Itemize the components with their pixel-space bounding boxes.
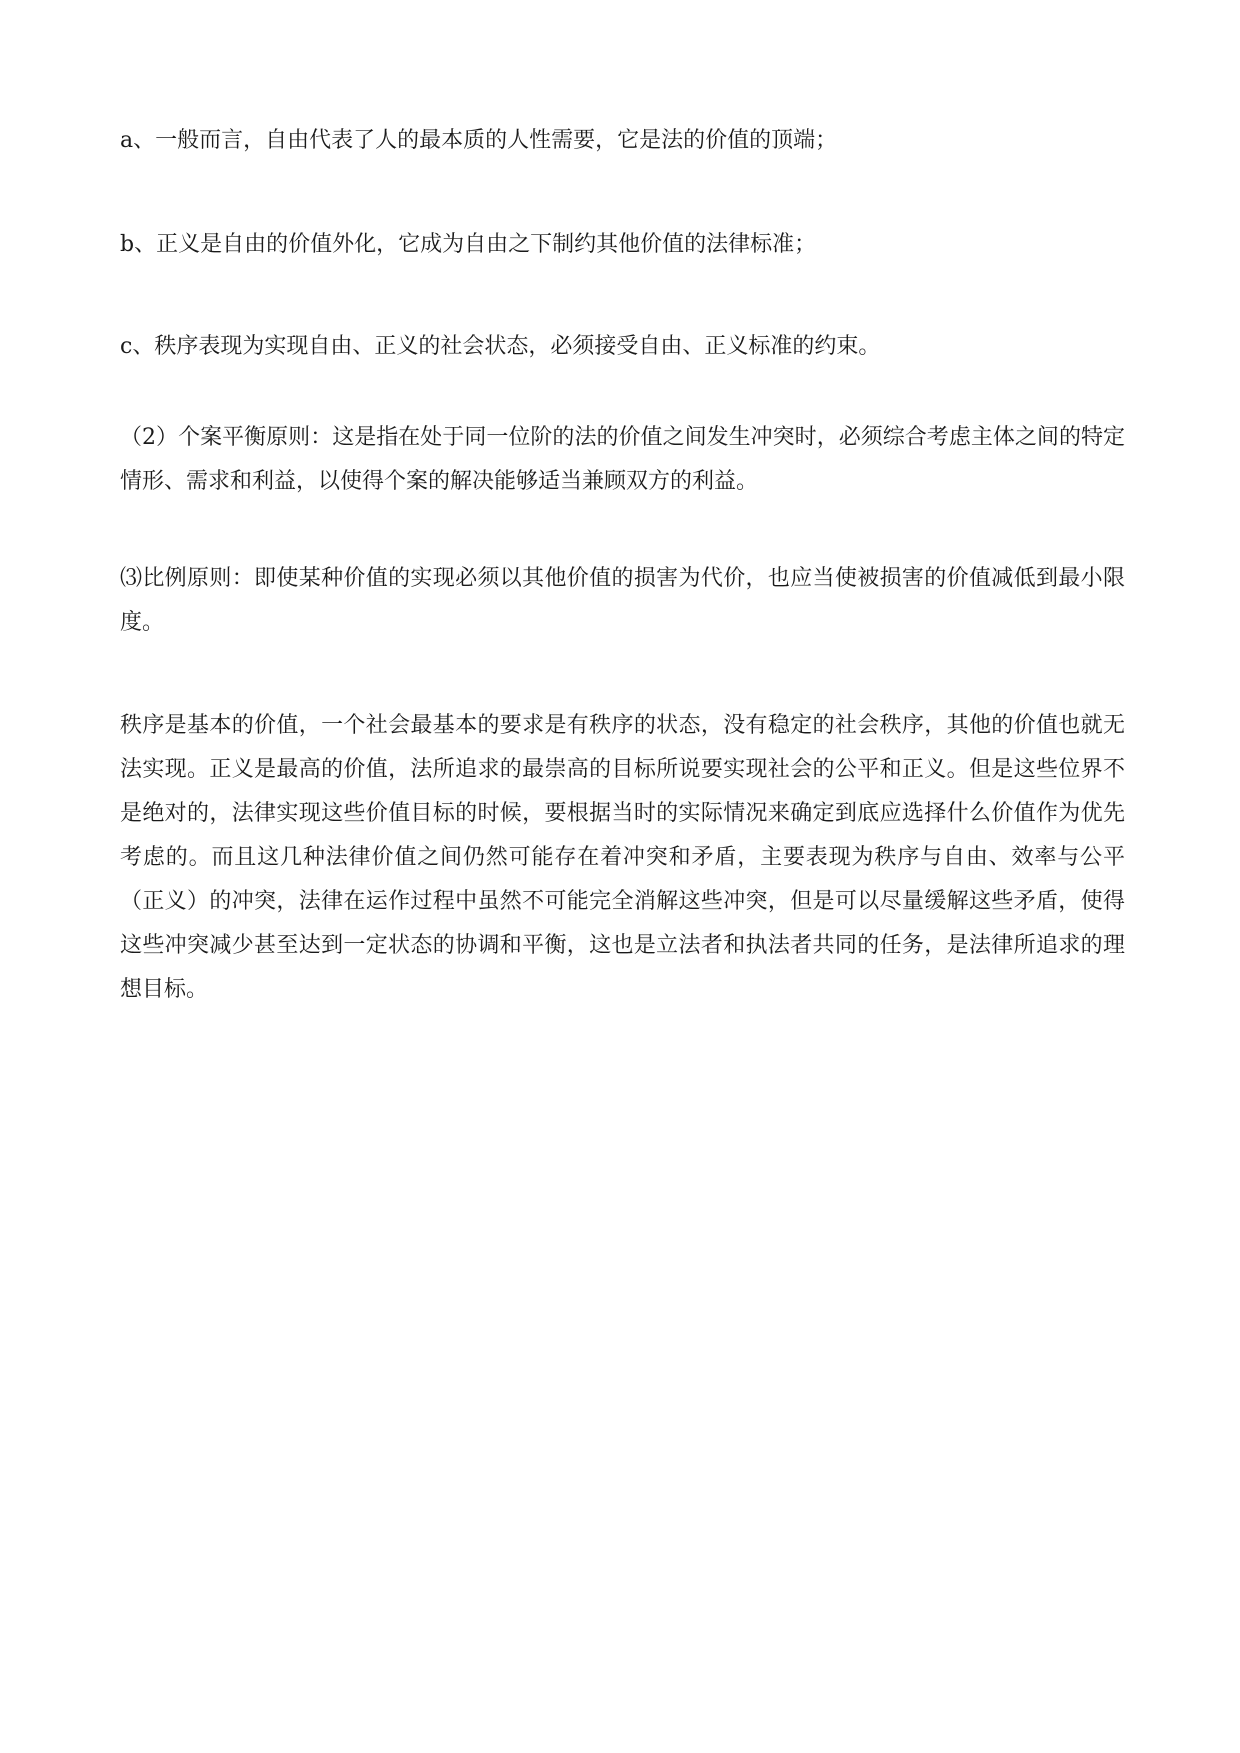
- paragraph-b: b、正义是自由的价值外化，它成为自由之下制约其他价值的法律标准；: [120, 232, 817, 257]
- paragraph-case-balance-principle: （2）个案平衡原则：这是指在处于同一位阶的法的价值之间发生冲突时，必须综合考虑主体之间的特定情形、需求和利益，以使得个案的解决能够适当兼顾双方的利益。: [120, 425, 1125, 494]
- paragraph-a: a、一般而言，自由代表了人的最本质的人性需要，它是法的价值的顶端；: [120, 128, 838, 153]
- paragraph-c: c、秩序表现为实现自由、正义的社会状态，必须接受自由、正义标准的约束。: [120, 334, 881, 359]
- paragraph-summary: 秩序是基本的价值，一个社会最基本的要求是有秩序的状态，没有稳定的社会秩序，其他的价值也就无法实现。正义是最高的价值，法所追求的最崇高的目标所说要实现社会的公平和正义。但是这些位界不是绝对的，法律实现这些价值目标的时候，要根据当时的实际情况来确定到底应选择什么价值作为优先考虑的。而且这几种法律价值之间仍然可能存在着冲突和矛盾，主要表现为秩序与自由、效率与公平（正义）的冲突，法律在运作过程中虽然不可能完全消解这些冲突，但是可以尽量缓解这些矛盾，使得这些冲突减少甚至达到一定状态的协调和平衡，这也是立法者和执法者共同的任务，是法律所追求的理想目标。: [120, 713, 1125, 1002]
- paragraph-proportionality-principle: ⑶比例原则：即使某种价值的实现必须以其他价值的损害为代价，也应当使被损害的价值减低到最小限度。: [120, 566, 1125, 635]
